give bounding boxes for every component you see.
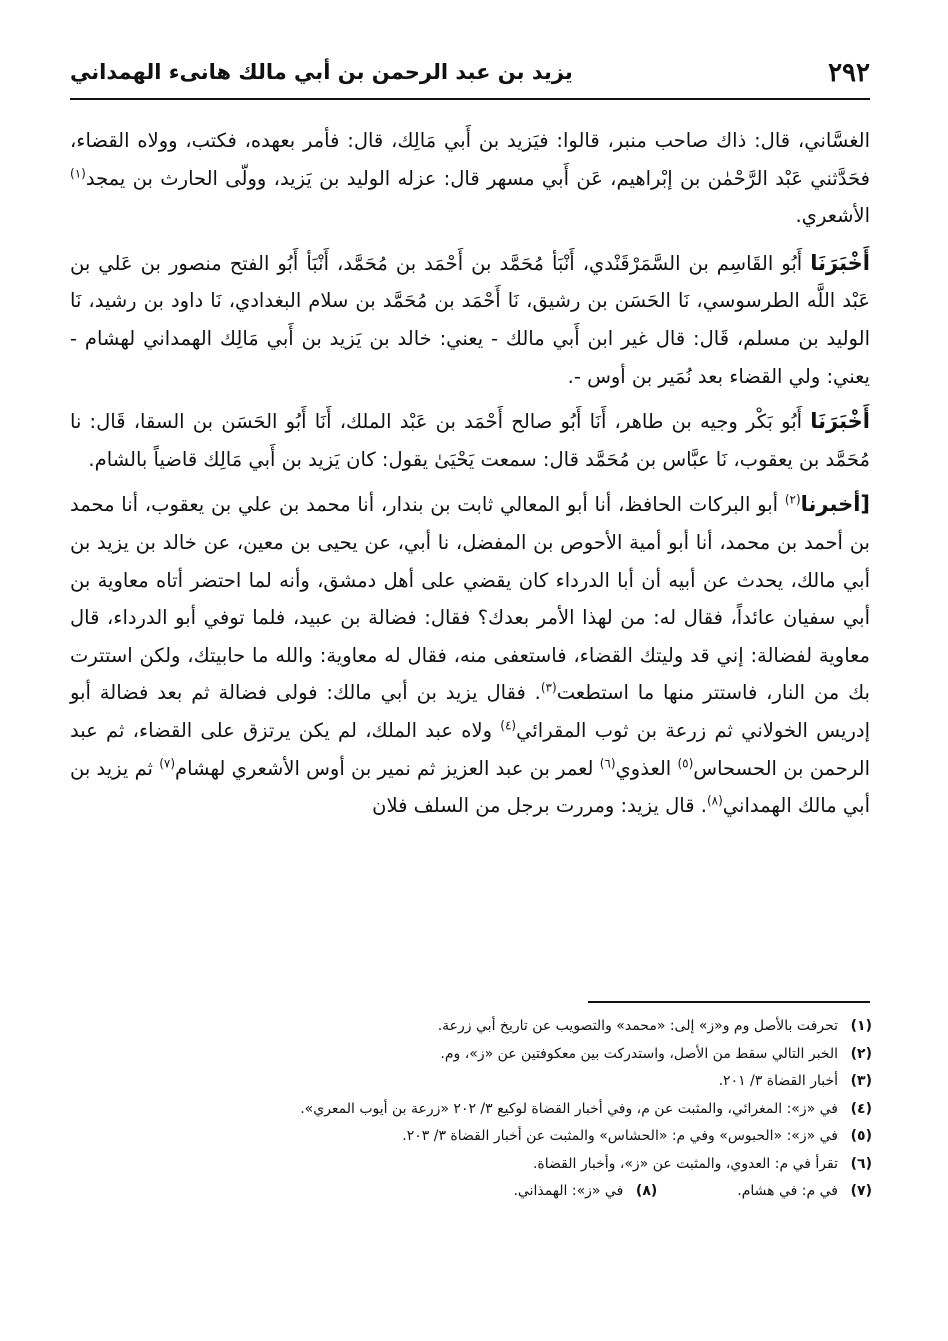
paragraph-text: الغسَّاني، قال: ذاك صاحب منبر، قالوا: فيَزيد بن أَبي مَالِك، قال: فأمر بعهده، فكتب، وولاه القضاء، فحَدَّثني عَبْد الرَّحْمٰن بن إبْراهيم، عَن أَبي مسهر قال: عزله الوليد بن يَزيد، وولّى الحارث بن يمجد bbox=[70, 129, 870, 190]
paragraph-text: ثم يزيد بن أبي مالك الهمداني bbox=[70, 756, 870, 818]
footnote-number: (٧) bbox=[850, 1183, 872, 1199]
footnote-ref-7: (٧) bbox=[159, 756, 176, 770]
isnad-lead-word: أَخْبَرَنَا bbox=[810, 409, 870, 434]
paragraph-text: . قال يزيد: ومررت برجل من السلف فلان bbox=[372, 794, 707, 818]
isnad-lead-word: أَخْبَرَنَا bbox=[810, 250, 870, 275]
footnote-ref-1: (١) bbox=[70, 166, 86, 181]
footnote bbox=[70, 1013, 872, 1041]
footnote-text: في «ز»: الهمذاني. bbox=[513, 1183, 624, 1199]
footnotes bbox=[70, 1013, 872, 1206]
footnote-number: (٥) bbox=[850, 1128, 872, 1144]
paragraph-text: الأشعري. bbox=[795, 204, 870, 228]
footnote-number: (٢) bbox=[850, 1045, 872, 1062]
footnote-ref-3: (٣) bbox=[540, 680, 557, 695]
running-title: يزيد بن عبد الرحمن بن أبي مالك هانىء الهمداني bbox=[70, 60, 573, 84]
footnote-ref-4: (٤) bbox=[500, 718, 517, 733]
footnote-number: (٦) bbox=[850, 1155, 872, 1172]
paragraph-text: لعمر بن عبد العزيز ثم نمير بن أوس الأشعري لهشام bbox=[175, 756, 600, 780]
running-head bbox=[70, 58, 870, 94]
header-rule bbox=[70, 98, 870, 100]
paragraph-text: أَبُو بَكْر وجيه بن طاهر، أَنَا أَبُو صالح أَحْمَد بن عَبْد الملك، أَنَا أَبُو الحَسَن بن السقا، قَال: نا مُحَمَّد بن يعقوب، نَا عبَّاس بن مُحَمَّد قال: سمعت يَحْيَىٰ يقول: كان يَزيد بن أَبي مَالِك قاضياً بالشام. bbox=[70, 410, 870, 471]
paragraph-1 bbox=[70, 122, 870, 235]
footnote-number: (٨) bbox=[635, 1183, 658, 1199]
main-text bbox=[70, 122, 870, 825]
footnote-ref-5: (٥) bbox=[677, 756, 694, 770]
footnote-text: أخبار القضاة ٣/ ٢٠١. bbox=[718, 1073, 838, 1089]
footnote-rule bbox=[588, 1001, 870, 1003]
footnote-text: في «ز»: «الحبوس» وفي م: «الحشاس» والمثبت عن أخبار القضاة ٣/ ٢٠٣. bbox=[402, 1128, 838, 1144]
footnote-text: في م: في هشام. bbox=[737, 1183, 838, 1199]
paragraph-text: . فقال يزيد بن أبي مالك: فولى فضالة ثم بعد فضالة أبو إدريس الخولاني ثم زرعة بن ثوب المقرائي bbox=[70, 681, 870, 742]
footnote-number: (١) bbox=[850, 1018, 872, 1034]
page-number: ٢٩٢ bbox=[828, 58, 870, 88]
footnote bbox=[70, 1096, 872, 1124]
footnote bbox=[70, 1068, 872, 1096]
paragraph-text: أبو البركات الحافظ، أنا أبو المعالي ثابت بن بندار، أنا محمد بن علي بن يعقوب، أنا محمد بن أحمد بن محمد، أنا أبو أمية الأحوص بن المفضل، نا أبي، عن يحيى بن معين، عن خالد بن يزيد بن أبي مالك، يحدث عن أبيه أن أبا الدرداء كان يقضي على أهل دمشق، وأنه لما احتضر أتاه معاوية بن أبي سفيان عائداً، فقال له: من لهذا الأمر بعدك؟ فقال: فضالة بن عبيد، فلما توفي أبو الدرداء، قال معاوية لفضالة: إني قد وليتك القضاء، فاستعفى منه، فقال له معاوية: والله ما حابيتك، ولكن استترت بك من النار، فاستتر منها ما استطعت bbox=[70, 493, 870, 705]
footnote-ref-8: (٨) bbox=[706, 793, 723, 808]
footnote bbox=[70, 1178, 872, 1206]
footnote bbox=[70, 1041, 872, 1069]
footnote-ref-6: (٦) bbox=[599, 756, 616, 770]
footnote bbox=[70, 1123, 872, 1151]
paragraph-2 bbox=[70, 245, 870, 395]
footnote-number: (٣) bbox=[850, 1073, 872, 1089]
paragraph-text: ولاه عبد الملك، لم يكن يرتزق على القضاء، ثم عبد الرحمن بن الحسحاس bbox=[70, 718, 870, 780]
footnote-text: الخبر التالي سقط من الأصل، واستدركت بين معكوفتين عن «ز»، وم. bbox=[440, 1045, 838, 1062]
footnote-text: تحرفت بالأصل وم و«ز» إلى: «محمد» والتصويب عن تاريخ أبي زرعة. bbox=[437, 1018, 838, 1034]
paragraph-4 bbox=[70, 486, 870, 824]
footnote-number: (٤) bbox=[850, 1100, 872, 1117]
footnote-text: في «ز»: المغرائي، والمثبت عن م، وفي أخبار القضاة لوكيع ٣/ ٢٠٢ «زرعة بن أيوب المعري». bbox=[300, 1100, 838, 1117]
paragraph-text: أَبُو القَاسِم بن السَّمَرْقَنْدي، أَنْبَأ مُحَمَّد بن أَحْمَد بن مُحَمَّد، أَنْبَأ أَبُو الفتح منصور بن عَلي بن عَبْد اللَّه الطرسوسي، نَا الحَسَن بن رشيق، نَا أَحْمَد بن مُحَمَّد بن سلام البغدادي، نَا داود بن رشيد، نَا الوليد بن مسلم، قَال: قال غير ابن أَبي مالك - يعني: خالد بن يَزيد بن أَبي مَالِك الهمداني لهشام - يعني: ولي القضاء بعد نُمَير بن أوس -. bbox=[70, 251, 870, 388]
paragraph-3 bbox=[70, 403, 870, 478]
footnote-text: تقرأ في م: العدوي، والمثبت عن «ز»، وأخبار القضاة. bbox=[532, 1155, 838, 1172]
footnote-ref-2: (٢) bbox=[784, 492, 801, 507]
paragraph-text: العذوي bbox=[615, 756, 678, 780]
footnote bbox=[70, 1151, 872, 1179]
isnad-lead-word: [أخبرنا bbox=[800, 492, 870, 517]
